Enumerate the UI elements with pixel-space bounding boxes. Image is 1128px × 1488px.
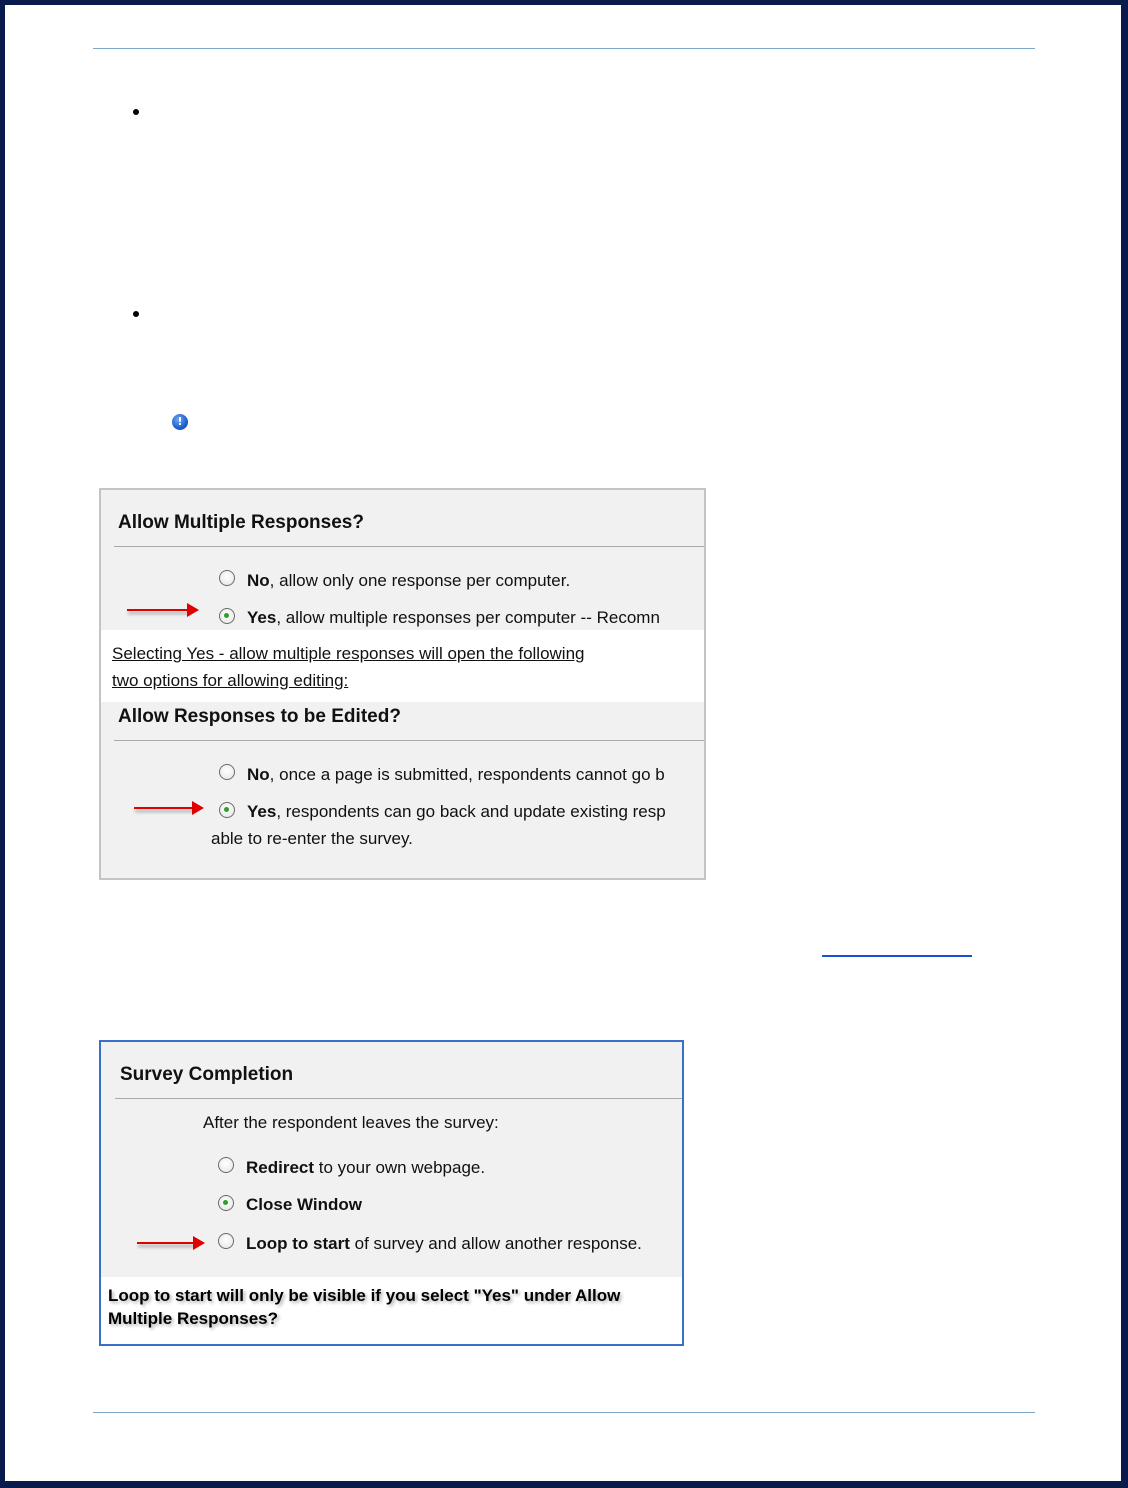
callout-line-1: Selecting Yes - allow multiple responses will open the following bbox=[112, 644, 585, 663]
edit-yes-radio[interactable] bbox=[219, 802, 235, 818]
loop-to-start-label: Loop to start of survey and allow another response. bbox=[246, 1234, 642, 1253]
section-divider bbox=[115, 1098, 684, 1099]
loop-to-start-radio[interactable] bbox=[218, 1233, 234, 1249]
close-window-label: Close Window bbox=[246, 1195, 363, 1214]
multiple-no-label: No, allow only one response per computer. bbox=[247, 571, 571, 590]
bullet-2 bbox=[133, 311, 139, 317]
edit-no-radio[interactable] bbox=[219, 764, 235, 780]
info-icon: ! bbox=[172, 414, 188, 430]
editing-callout bbox=[101, 630, 706, 702]
loop-note-line-2: Multiple Responses? bbox=[108, 1309, 279, 1328]
redirect-radio[interactable] bbox=[218, 1157, 234, 1173]
hyperlink-underline[interactable] bbox=[822, 955, 972, 957]
footer-rule bbox=[93, 1412, 1035, 1413]
multiple-no-radio[interactable] bbox=[219, 570, 235, 586]
section-divider bbox=[114, 740, 706, 741]
red-arrow-icon bbox=[137, 1236, 207, 1250]
survey-completion-intro: After the respondent leaves the survey: bbox=[203, 1113, 499, 1132]
bullet-1 bbox=[133, 109, 139, 115]
header-rule bbox=[93, 48, 1035, 49]
red-arrow-icon bbox=[134, 801, 206, 815]
loop-note-callout bbox=[101, 1277, 684, 1346]
survey-completion-title: Survey Completion bbox=[120, 1064, 294, 1085]
survey-completion-screenshot bbox=[99, 1040, 684, 1346]
red-arrow-icon bbox=[127, 603, 199, 617]
allow-multiple-responses-screenshot bbox=[99, 488, 706, 880]
multiple-yes-radio[interactable] bbox=[219, 608, 235, 624]
section-divider bbox=[114, 546, 706, 547]
close-window-radio[interactable] bbox=[218, 1195, 234, 1211]
edit-yes-continuation: able to re-enter the survey. bbox=[211, 829, 413, 848]
edit-no-label: No, once a page is submitted, respondents cannot go b bbox=[247, 765, 665, 784]
edit-yes-label: Yes, respondents can go back and update existing resp bbox=[247, 802, 666, 821]
redirect-label: Redirect to your own webpage. bbox=[246, 1158, 486, 1177]
allow-multiple-responses-title: Allow Multiple Responses? bbox=[118, 512, 364, 533]
loop-note-line-1: Loop to start will only be visible if you select "Yes" under Allow bbox=[108, 1286, 621, 1305]
callout-line-2: two options for allowing editing: bbox=[112, 671, 349, 690]
multiple-yes-label: Yes, allow multiple responses per computer -- Recomn bbox=[247, 608, 660, 627]
allow-responses-edited-title: Allow Responses to be Edited? bbox=[118, 706, 401, 727]
